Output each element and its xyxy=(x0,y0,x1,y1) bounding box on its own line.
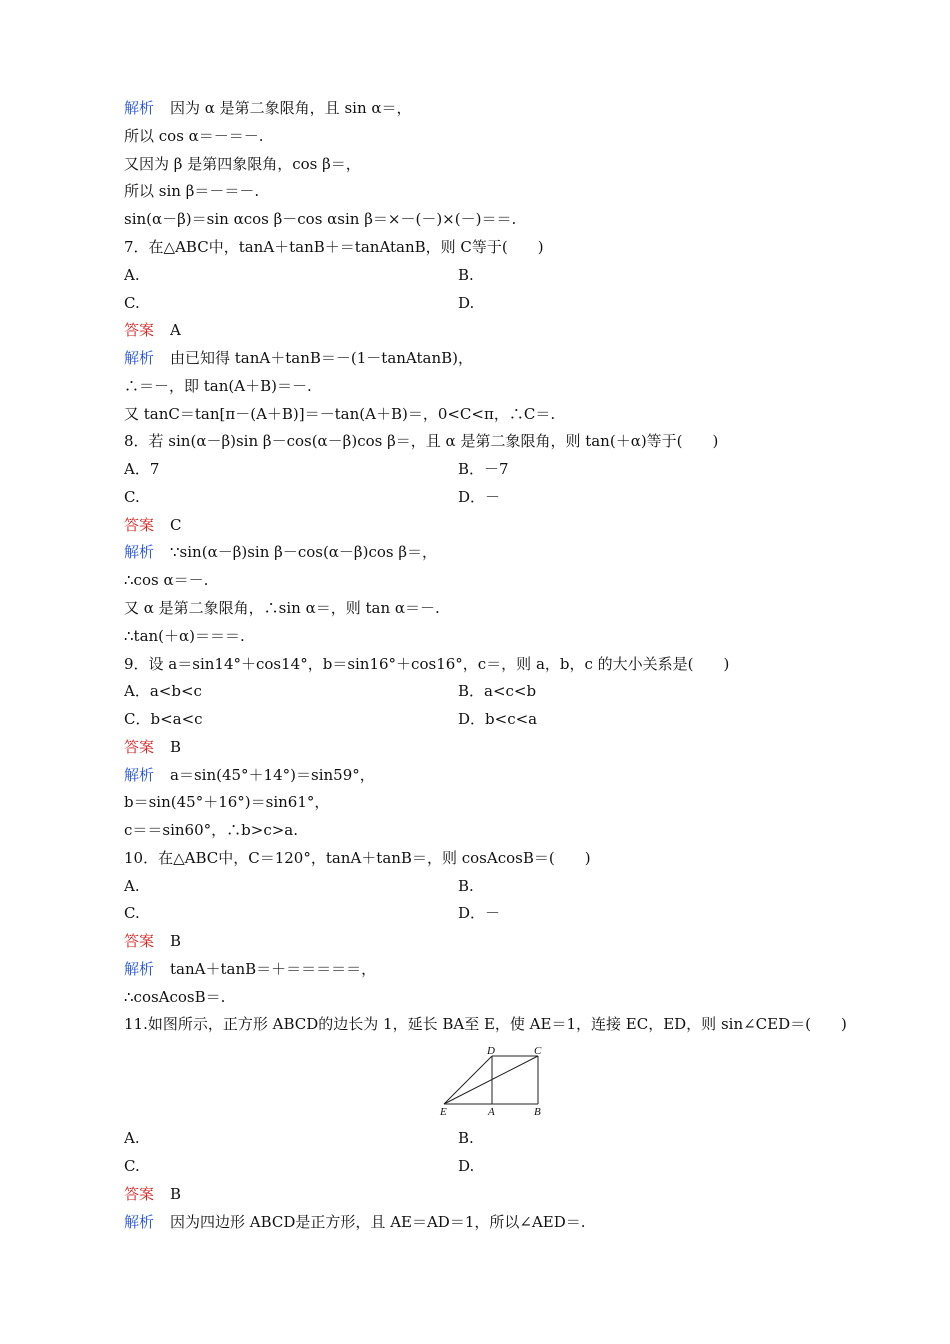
question-9-stem: 9．设 a＝sin14°＋cos14°，b＝sin16°＋cos16°，c＝，则 a，b，c 的大小关系是( ) xyxy=(124,655,730,673)
q8-option-a: A．7 xyxy=(124,460,160,478)
analysis-line: ∴cosAcosB＝. xyxy=(124,988,226,1006)
q7-answer xyxy=(124,320,181,340)
answer-tag: 答案 xyxy=(124,321,155,339)
question-8-stem: 8．若 sin(α－β)sin β－cos(α－β)cos β＝，且 α 是第二象限角，则 tan(＋α)等于( ) xyxy=(124,432,719,450)
edge-ed xyxy=(444,1056,492,1104)
analysis-line: sin(α－β)＝sin αcos β－cos αsin β＝×－(－)×(－)＝＝. xyxy=(124,210,517,228)
q10-answer xyxy=(124,931,181,951)
q7-option-d: D. xyxy=(458,294,475,312)
analysis-text: 因为 α 是第二象限角，且 sin α＝， xyxy=(170,99,412,117)
analysis-line xyxy=(124,98,412,118)
q11-option-c: C. xyxy=(124,1157,140,1175)
answer-tag: 答案 xyxy=(124,738,155,756)
analysis-text: a＝sin(45°＋14°)＝sin59°， xyxy=(170,766,375,784)
q11-analysis xyxy=(124,1212,586,1232)
q9-option-b: B．a<c<b xyxy=(458,682,537,700)
analysis-line: 又 α 是第二象限角，∴sin α＝，则 tan α＝－. xyxy=(124,599,440,617)
q9-analysis xyxy=(124,765,375,785)
q7-option-b: B. xyxy=(458,266,474,284)
q7-analysis xyxy=(124,348,473,368)
analysis-line: ∴tan(＋α)＝＝＝. xyxy=(124,627,245,645)
q8-option-d: D．－ xyxy=(458,488,501,506)
analysis-tag: 解析 xyxy=(124,543,155,561)
q10-analysis xyxy=(124,959,376,979)
analysis-line: 所以 sin β＝－＝－. xyxy=(124,182,260,200)
answer-tag: 答案 xyxy=(124,1185,155,1203)
analysis-line: ∴cos α＝－. xyxy=(124,571,209,589)
q9-option-c: C．b<a<c xyxy=(124,710,203,728)
edge-ec xyxy=(444,1056,538,1104)
q10-option-d: D．－ xyxy=(458,904,501,922)
analysis-tag: 解析 xyxy=(124,1213,155,1231)
analysis-tag: 解析 xyxy=(124,960,155,978)
q10-option-c: C. xyxy=(124,904,140,922)
q8-analysis xyxy=(124,542,437,562)
analysis-text: 因为四边形 ABCD是正方形，且 AE＝AD＝1，所以∠AED＝. xyxy=(170,1213,586,1231)
q10-option-b: B. xyxy=(458,877,474,895)
q9-answer xyxy=(124,737,181,757)
analysis-tag: 解析 xyxy=(124,766,155,784)
answer-value: C xyxy=(170,516,182,534)
analysis-text: tanA＋tanB＝＋＝＝＝＝＝， xyxy=(170,960,377,978)
q8-option-b: B．－7 xyxy=(458,460,509,478)
q11-option-d: D. xyxy=(458,1157,475,1175)
q11-answer xyxy=(124,1184,181,1204)
question-11-stem: 11.如图所示，正方形 ABCD的边长为 1，延长 BA至 E，使 AE＝1，连接 EC，ED，则 sin∠CED＝( ) xyxy=(124,1015,847,1033)
question-10-stem: 10．在△ABC中，C＝120°，tanA＋tanB＝，则 cosAcosB＝( ) xyxy=(124,849,591,867)
analysis-line: ∴＝－，即 tan(A＋B)＝－. xyxy=(124,377,312,395)
q11-option-b: B. xyxy=(458,1129,474,1147)
analysis-tag: 解析 xyxy=(124,349,155,367)
answer-value: B xyxy=(170,738,182,756)
label-a: A xyxy=(488,1106,495,1118)
analysis-line: 又因为 β 是第四象限角，cos β＝， xyxy=(124,155,361,173)
answer-value: B xyxy=(170,1185,182,1203)
question-7-stem: 7．在△ABC中，tanA＋tanB＋＝tanAtanB，则 C等于( ) xyxy=(124,238,544,256)
label-e: E xyxy=(440,1106,447,1118)
analysis-text: ∵sin(α－β)sin β－cos(α－β)cos β＝， xyxy=(170,543,438,561)
q7-option-c: C. xyxy=(124,294,140,312)
q9-option-d: D．b<c<a xyxy=(458,710,538,728)
label-b: B xyxy=(534,1106,541,1118)
label-c: C xyxy=(534,1045,542,1057)
answer-tag: 答案 xyxy=(124,516,155,534)
q8-answer xyxy=(124,515,182,535)
analysis-line: 所以 cos α＝－＝－. xyxy=(124,127,264,145)
square-diagram xyxy=(436,1044,550,1118)
answer-value: B xyxy=(170,932,182,950)
q7-option-a: A. xyxy=(124,266,140,284)
q11-option-a: A. xyxy=(124,1129,140,1147)
label-d: D xyxy=(487,1045,495,1057)
answer-value: A xyxy=(170,321,181,339)
analysis-line: 又 tanC＝tan[π－(A＋B)]＝－tan(A＋B)＝，0<C<π，∴C＝. xyxy=(124,405,556,423)
analysis-text: 由已知得 tanA＋tanB＝－(1－tanAtanB)， xyxy=(170,349,474,367)
answer-tag: 答案 xyxy=(124,932,155,950)
analysis-line: c＝＝sin60°，∴b>c>a. xyxy=(124,821,298,839)
analysis-tag: 解析 xyxy=(124,99,155,117)
analysis-line: b＝sin(45°＋16°)＝sin61°， xyxy=(124,793,330,811)
q10-option-a: A. xyxy=(124,877,140,895)
q9-option-a: A．a<b<c xyxy=(124,682,202,700)
q8-option-c: C. xyxy=(124,488,140,506)
